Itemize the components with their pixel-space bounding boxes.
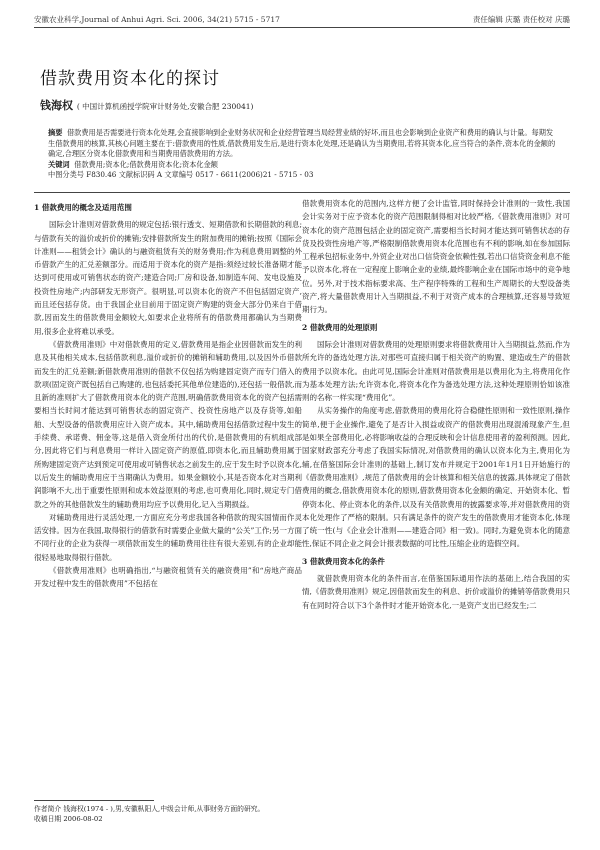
abstract-rule [34, 192, 570, 193]
section-heading-2: 2 借款费用的处理原则 [302, 322, 378, 332]
header-rule [34, 27, 570, 28]
keywords-label: 关键词 [48, 159, 70, 169]
keywords-text: 借款费用;资本化;借款费用资本化;资本化金额 [74, 159, 218, 169]
classification-line: 中图分类号 F830.46 文献标识码 A 文章编号 0517 - 6611(2006)21 - 5715 - 03 [48, 170, 314, 180]
received-date: 收稿日期 2006-08-02 [34, 815, 103, 823]
author-affiliation: ( 中国计算机函授学院审计财务处,安徽合肥 230041) [76, 102, 254, 111]
paragraph: 《借款费用准则》也明确指出,“与融资租赁有关的融资费用”和“房地产商品开发过程中发生的借款费用”不包括在 [34, 566, 302, 589]
article-title: 借款费用资本化的探讨 [40, 69, 220, 89]
editor-credits: 责任编辑 庆璐 责任校对 庆璐 [472, 15, 570, 24]
running-header [34, 14, 570, 25]
author-name: 钱海权 [40, 99, 73, 112]
paragraph: 《借款费用准则》中对借款费用的定义,借款费用是指企业因借款而发生的利息及其他相关成本,包括借款利息,溢价或折价的摊销和辅助费用,以及因外币借款而发生的汇兑差额;新借款费用准则的借款不仅包括为购建固定资产而专门借入的款项(固定资产既包括自己购建的,也包括委托其他单位建造的),还包括一般借款,而且新的准则扩大了借款费用资本化的资产范围,明确借款费用资本化的资产包括需要相当长时间才能达到可销售状态的固定资产、投资性房地产以及存货等,如船舶、大型设备的借款费用应计入资产成本。其中,辅助费用包括借款过程中发生的手续费、承诺费、佣金等,这是借入资金所付出的代价,是借款费用的有机组成部分,因此将它们与利息费用一样计入固定资产的原值,即资本化,而且辅助费用属于所购建固定资产达到预定可使用或可销售状态之前发生的,应于发生时予以资本化,以后发生的辅助费用应于当期确认为费用。如果金额较小,其是否资本化对当期利润影响不大,出于重要性原则和成本效益原则的考虑,也可费用化,同时,规定专门借款之外的其他借款发生的辅助费用均应予以费用化,记入当期损益。 [34, 339, 303, 509]
column-left [34, 197, 302, 591]
footnote [34, 804, 302, 824]
abstract-label: 摘要 [48, 128, 63, 137]
section-heading-1: 1 借款费用的概念及适用范围 [34, 203, 132, 212]
paragraph: 对辅助费用进行灵活处理,一方面应充分考虑我国各种借款的现实国情而作灵活安排。因为在我国,取得银行的借款有时需要企业做大量的“公关”工作;另一方面不同行业的企业为获得一项借款而发生的辅助费用往往有很大差别,有的企业却能很轻易地取得银行借款。 [34, 512, 302, 562]
paragraph: 就借款费用资本化的条件而言,在借鉴国际通用作法的基础上,结合我国的实情,《借款费用准则》规定,因借款而发生的利息、折价或溢价的摊销等借款费用只有在同时符合以下3个条件时才能开始资本化,一是资产支出已经发生;二 [302, 574, 570, 610]
footnote-rule [34, 800, 154, 801]
author-line [40, 97, 253, 113]
paragraph: 国际会计准则对借款费用的规定包括:银行透支、短期借款和长期借款的利息;与借款有关的溢价或折价的摊销;安排借款所发生的附加费用的摊销;按照《国际会计准则——租赁会计》确认的与融资租赁有关的财务费用;作为利息费用调整的外币借款产生的汇兑差额部分。而适用于资本化的资产是指:须经过较长准备期才能达到可使用或可销售状态的资产;建造合同;厂房和设备,如制造车间、发电设施及投资性房地产;内部研发无形资产。很明显,可以资本化的资产不但包括固定资产,而且还包括存货。由于我国企业目前用于固定资产购建的资金大部分仍来自于借款,因而发生的借款费用金额较大,如要求企业将所有的借款费用都确认为当期费用,很多企业将难以承受。 [34, 220, 302, 336]
column-right [302, 197, 570, 612]
paragraph: 国际会计准则对借款费用的处理原则要求将借款费用计入当期损益,然而,作为所允许的备选处理方法,对那些可直接归属于相关资产的购置、建造或生产的借款费用予以资本化。由此可见,国际会计准则对借款费用是以费用化为主,将费用化作为基本处理方法;允许资本化,将资本化作为备选处理方法,这种处理原则恰如该准则的名称一样实现“费用化”。 [302, 339, 570, 403]
abstract-block [48, 128, 558, 181]
paragraph: 从实务操作的角度考虑,借款费用的费用化符合稳健性原则和一致性原则,操作简单,便于企业操作,避免了是否计入损益或资产的借款费用出现混淆现象产生,但是如果全部费用化,必将影响收益的合理反映和会计信息使用者的盈利预测。因此,国家财政部充分考虑了我国实际情况,对借款费用的确认以资本化为主,费用化为辅,在借鉴国际会计准则的基础上,制订发布并规定于2001年1月1日开始施行的《借款费用准则》,规范了借款费用的会计核算和相关信息的披露,具体规定了借款费用的概念,借款费用资本化的原则,借款费用资本化金额的确定、开始资本化、暂停资本化、停止资本化的条件,以及有关借款费用的披露要求等,并对借款费用的资本化处理作了严格的限制。只有满足条件的资产发生的借款费用才能资本化,体现了统一性(与《企业会计准则——建造合同》相一致)。同时,为避免资本化的随意性,保证不同企业之间会计报表数据的可比性,压缩企业的造假空间。 [302, 406, 570, 549]
paragraph: 借款费用资本化的范围内,这样方便了会计监管,同时保持会计准则的一致性,我国会计实务对于应予资本化的资产范围限制得相对比较严格,《借款费用准则》对可资本化的资产范围包括企业的固定资产,需要相当长时间才能达到可销售状态的存货及投资性房地产等,严格限制借款费用资本化范围也有不利的影响,如在参加国际工程承包招标业务中,外贸企业对出口信贷资金依赖性强,若出口信贷资金利息不能予以资本化,将在一定程度上影响企业的业绩,最终影响企业在国际市场中的竞争地位。另外,对于技术指标要求高、生产程序特殊的工程和生产周期长的大型设备类资产,将大量借款费用计入当期损益,不利于对资产成本的合理核算,还容易导致短期行为。 [302, 199, 570, 315]
abstract [48, 128, 558, 160]
abstract-text: 借款费用是否需要进行资本化处理,会直接影响到企业财务状况和企业经营管理当局经营业绩的好坏,而且也会影响到企业资产和费用的确认与计量。每期发生借款费用的核算,其核心问题主要在于:借款费用的性质,借款费用发生后,是进行资本化处理,还是确认为当期费用,若将其资本化,应当符合的条件,资本化的金额的确定,合理区分资本化借款费用和当期费用借款费用的方法。 [48, 128, 556, 159]
section-heading-3: 3 借款费用资本化的条件 [302, 556, 385, 566]
journal-citation: 安徽农业科学,Journal of Anhui Agri. Sci. 2006, 34(21) 5715 - 5717 [34, 15, 280, 24]
keywords [48, 160, 558, 171]
author-bio: 作者简介 钱海权(1974 - ),男,安徽枞阳人,中级会计师,从事财务方面的研究。 [34, 805, 265, 813]
